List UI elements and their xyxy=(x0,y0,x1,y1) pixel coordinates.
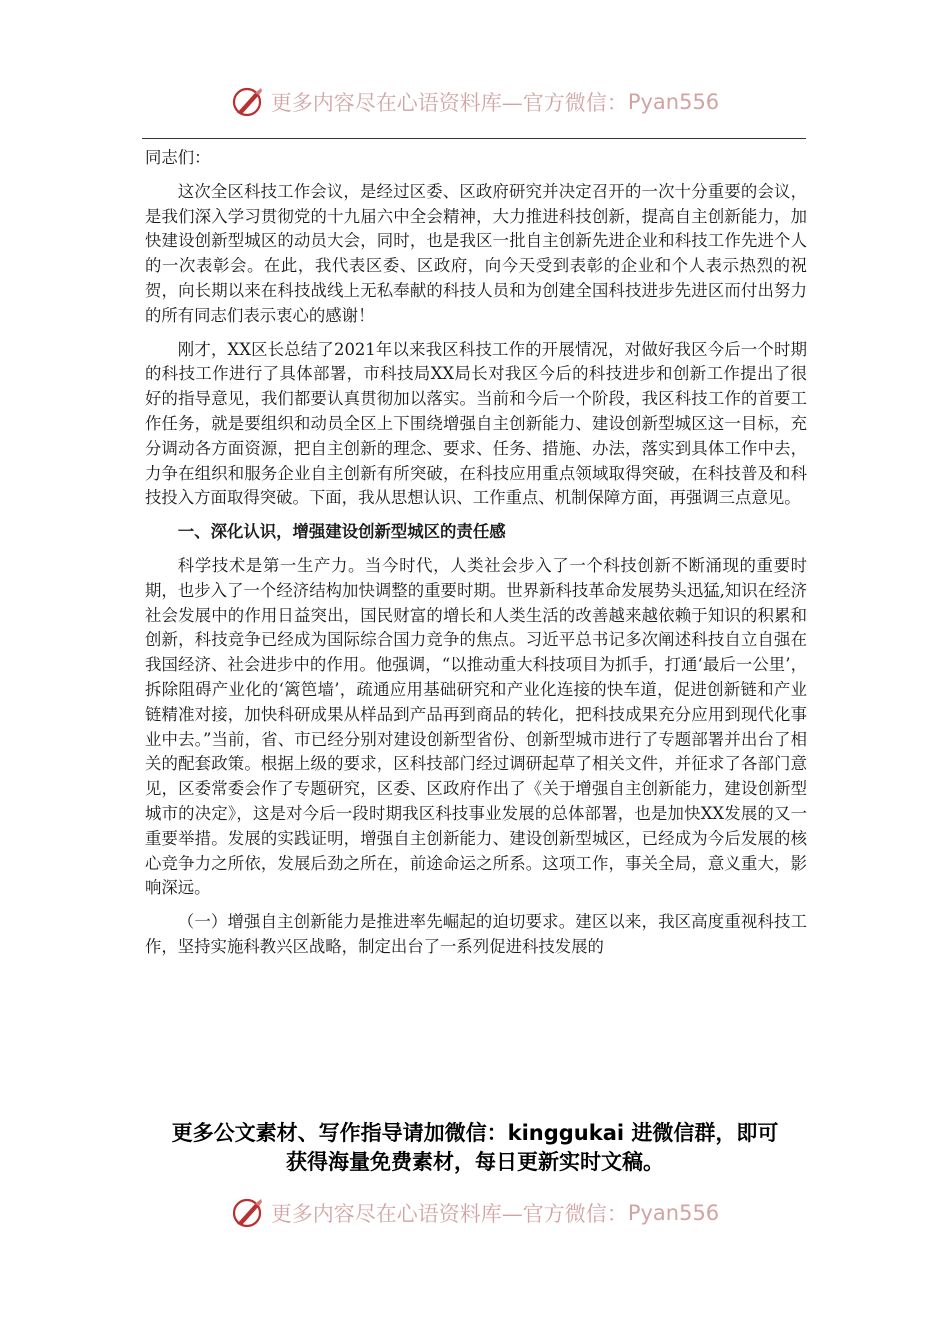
header-watermark xyxy=(0,82,950,122)
promo-line-2: 获得海量免费素材，每日更新实时文稿。 xyxy=(286,1150,664,1174)
paragraph-1: 这次全区科技工作会议，是经过区委、区政府研究并决定召开的一次十分重要的会议，是我们深入学习贯彻党的十九届六中全会精神，大力推进科技创新，提高自主创新能力，加快建设创新型城区的动员大会，同时，也是我区一批自主创新先进企业和科技工作先进个人的一次表彰会。在此，我代表区委、区政府，向今天受到表彰的企业和个人表示热烈的祝贺，向长期以来在科技战线上无私奉献的科技人员和为创建全国科技进步先进区而付出努力的所有同志们表示衷心的感谢！ xyxy=(145,181,807,325)
pen-logo-icon xyxy=(231,1196,265,1230)
watermark-text: 更多内容尽在心语资料库—官方微信： xyxy=(270,91,628,115)
watermark-wechat-id: Pyan556 xyxy=(627,1201,720,1225)
promo-banner xyxy=(110,1119,840,1177)
document-body xyxy=(145,146,807,960)
watermark-wechat-id: Pyan556 xyxy=(627,90,720,114)
footer-watermark xyxy=(0,1193,950,1233)
promo-line-1: 更多公文素材、写作指导请加微信：kinggukai 进微信群，即可 xyxy=(171,1121,779,1145)
paragraph-2: 刚才，XX区长总结了2021年以来我区科技工作的开展情况，对做好我区今后一个时期的科技工作进行了具体部署，市科技局XX局长对我区今后的科技进步和创新工作提出了很好的指导意见，我们都要认真贯彻加以落实。当前和今后一个阶段，我区科技工作的首要工作任务，就是要组织和动员全区上下围绕增强自主创新能力、建设创新型城区这一目标，充分调动各方面资源，把自主创新的理念、要求、任务、措施、办法，落实到具体工作中去，力争在组织和服务企业自主创新有所突破，在科技应用重点领域取得突破，在科技普及和科技投入方面取得突破。下面，我从思想认识、工作重点、机制保障方面，再强调三点意见。 xyxy=(145,339,807,508)
salutation: 同志们： xyxy=(145,148,211,167)
watermark-text: 更多内容尽在心语资料库—官方微信： xyxy=(270,1202,628,1226)
section-heading-1: 一、深化认识，增强建设创新型城区的责任感 xyxy=(177,522,506,542)
paragraph-4: （一）增强自主创新能力是推进率先崛起的迫切要求。建区以来，我区高度重视科技工作，坚持实施科教兴区战略，制定出台了一系列促进科技发展的 xyxy=(145,912,807,956)
header-divider xyxy=(142,138,806,139)
pen-logo-icon xyxy=(231,85,265,119)
paragraph-3: 科学技术是第一生产力。当今时代，人类社会步入了一个科技创新不断涌现的重要时期，也步入了一个经济结构加快调整的重要时期。世界新科技革命发展势头迅猛,知识在经济社会发展中的作用日益突出，国民财富的增长和人类生活的改善越来越依赖于知识的积累和创新，科技竞争已经成为国际综合国力竞争的焦点。习近平总书记多次阐述科技自立自强在我国经济、社会进步中的作用。他强调，“以推动重大科技项目为抓手，打通‘最后一公里’，拆除阻碍产业化的‘篱笆墙’，疏通应用基础研究和产业化连接的快车道，促进创新链和产业链精准对接，加快科研成果从样品到产品再到商品的转化，把科技成果充分应用到现代化事业中去。”当前，省、市已经分别对建设创新型省份、创新型城市进行了专题部署并出台了相关的配套政策。根据上级的要求，区科技部门经过调研起草了相关文件，并征求了各部门意见，区委常委会作了专题研究，区委、区政府作出了《关于增强自主创新能力，建设创新型城市的决定》，这是对今后一段时期我区科技事业发展的总体部署，也是加快XX发展的又一重要举措。发展的实践证明，增强自主创新能力、建设创新型城区，已经成为今后发展的核心竞争力之所依，发展后劲之所在，前途命运之所系。这项工作，事关全局，意义重大，影响深远。 xyxy=(145,555,807,898)
